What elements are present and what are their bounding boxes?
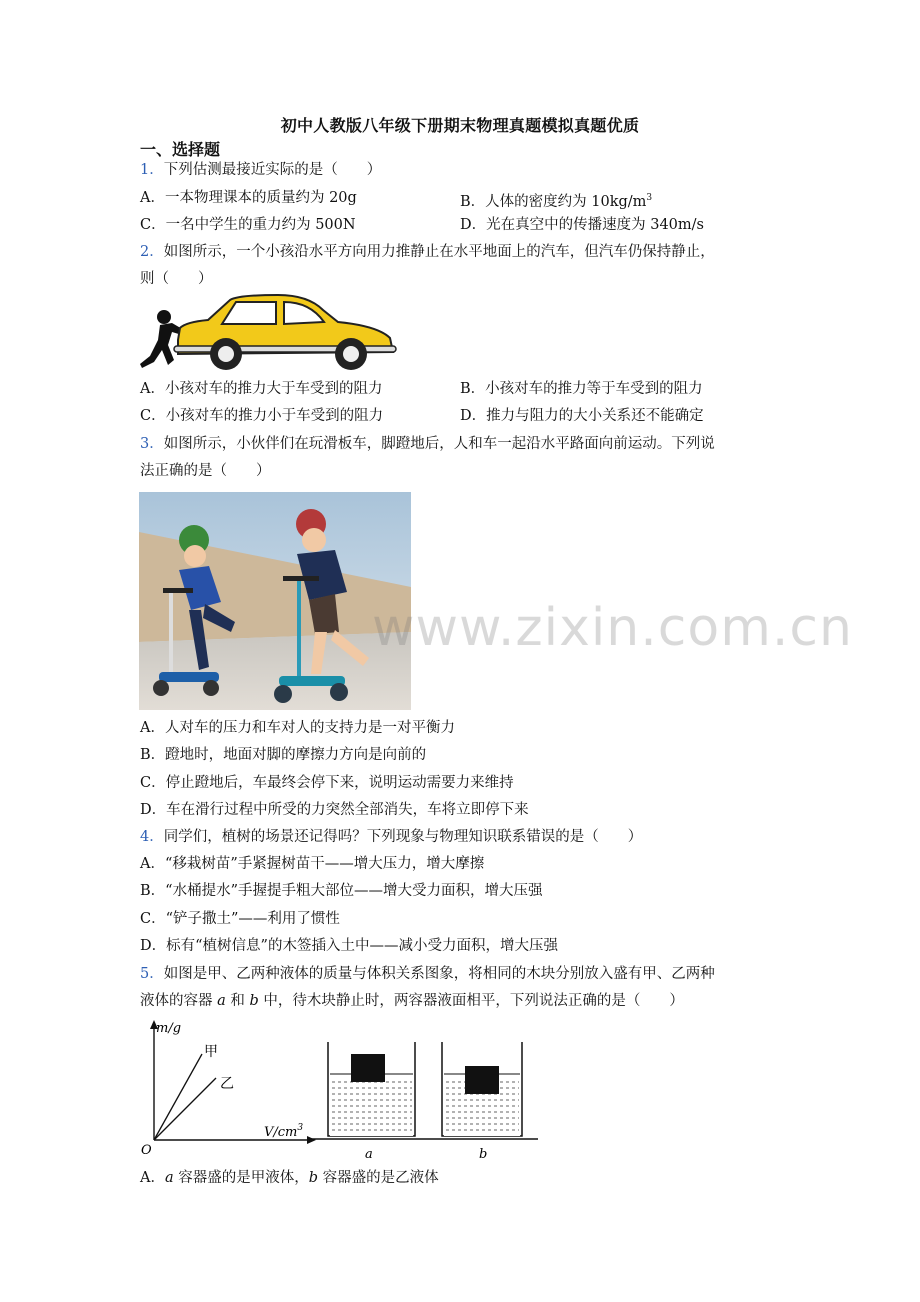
q3-stem-line1: 3．如图所示，小伙伴们在玩滑板车，脚蹬地后，人和车一起沿水平路面向前运动。下列说 xyxy=(140,436,715,452)
block-b xyxy=(465,1066,499,1094)
q1-stem xyxy=(140,160,381,180)
q4-number: 4． xyxy=(140,829,164,845)
line-yi xyxy=(154,1078,216,1140)
q3-number: 3． xyxy=(140,436,164,452)
q1-option-d: D．光在真空中的传播速度为 340m/s xyxy=(460,217,704,233)
section-heading: 一、选择题 xyxy=(140,140,221,159)
q2-option-d: D．推力与阻力的大小关系还不能确定 xyxy=(460,408,704,424)
q4-option-c: C．“铲子撒土”——利用了惯性 xyxy=(140,911,340,927)
q2-option-a: A．小孩对车的推力大于车受到的阻力 xyxy=(140,381,383,397)
q2-option-c: C．小孩对车的推力小于车受到的阻力 xyxy=(140,408,384,424)
q3-option-b: B．蹬地时，地面对脚的摩擦力方向是向前的 xyxy=(140,747,427,763)
q3-option-c: C．停止蹬地后，车最终会停下来，说明运动需要力来维持 xyxy=(140,775,514,791)
q3-stem-line2: 法正确的是（ ） xyxy=(140,463,271,479)
q4-option-d: D．标有“植树信息”的木签插入土中——减小受力面积，增大压强 xyxy=(140,938,558,954)
q5-stem-line1: 5．如图是甲、乙两种液体的质量与体积关系图象，将相同的木块分别放入盛有甲、乙两种 xyxy=(140,966,715,982)
q5-stem-line2: 液体的容器 a 和 b 中，待木块静止时，两容器液面相平，下列说法正确的是（ ） xyxy=(140,993,684,1009)
q5-number: 5． xyxy=(140,966,164,982)
line-jia-label: 甲 xyxy=(204,1044,218,1060)
line-yi-label: 乙 xyxy=(220,1076,234,1092)
page-title: 初中人教版八年级下册期末物理真题模拟真题优质 xyxy=(280,116,640,135)
q1-option-b: B．人体的密度约为 $10kg/m^3$ xyxy=(460,193,653,210)
q2-option-b: B．小孩对车的推力等于车受到的阻力 xyxy=(460,381,703,397)
q1-option-c: C．一名中学生的重力约为 500N xyxy=(140,217,356,233)
q5-figure xyxy=(138,1018,540,1162)
y-axis-label: m/g xyxy=(156,1021,182,1036)
q5-option-a: A．a 容器盛的是甲液体，b 容器盛的是乙液体 xyxy=(140,1170,439,1186)
line-jia xyxy=(154,1054,202,1140)
block-a xyxy=(351,1054,385,1082)
q2-stem-line2: 则（ ） xyxy=(140,271,213,287)
container-a xyxy=(328,1042,415,1136)
watermark-text: www.zixin.com.cn xyxy=(372,598,853,658)
container-a-label: a xyxy=(365,1147,373,1162)
x-axis-label: $V/cm^3$ xyxy=(264,1123,304,1140)
x-axis-arrow xyxy=(307,1136,316,1144)
q4-option-a: A．“移栽树苗”手紧握树苗干——增大压力，增大摩擦 xyxy=(140,856,485,872)
q4-stem: 4．同学们，植树的场景还记得吗？下列现象与物理知识联系错误的是（ ） xyxy=(140,829,643,845)
q1-option-a: A．一本物理课本的质量约为 20g xyxy=(140,190,357,206)
q1-text: 下列估测最接近实际的是（ ） xyxy=(163,162,382,178)
q3-option-a: A．人对车的压力和车对人的支持力是一对平衡力 xyxy=(140,720,455,736)
origin-label: O xyxy=(141,1143,152,1158)
container-b xyxy=(442,1042,522,1136)
car-push-illustration xyxy=(138,290,398,376)
scooter-kids-photo xyxy=(139,492,411,710)
q1-number: 1． xyxy=(140,162,164,178)
q3-option-d: D．车在滑行过程中所受的力突然全部消失，车将立即停下来 xyxy=(140,802,529,818)
q2-number: 2． xyxy=(140,244,164,260)
q2-stem-line1: 2．如图所示，一个小孩沿水平方向用力推静止在水平地面上的汽车，但汽车仍保持静止， xyxy=(140,244,715,260)
q4-option-b: B．“水桶提水”手握提手粗大部位——增大受力面积，增大压强 xyxy=(140,883,543,899)
container-b-label: b xyxy=(479,1147,488,1162)
